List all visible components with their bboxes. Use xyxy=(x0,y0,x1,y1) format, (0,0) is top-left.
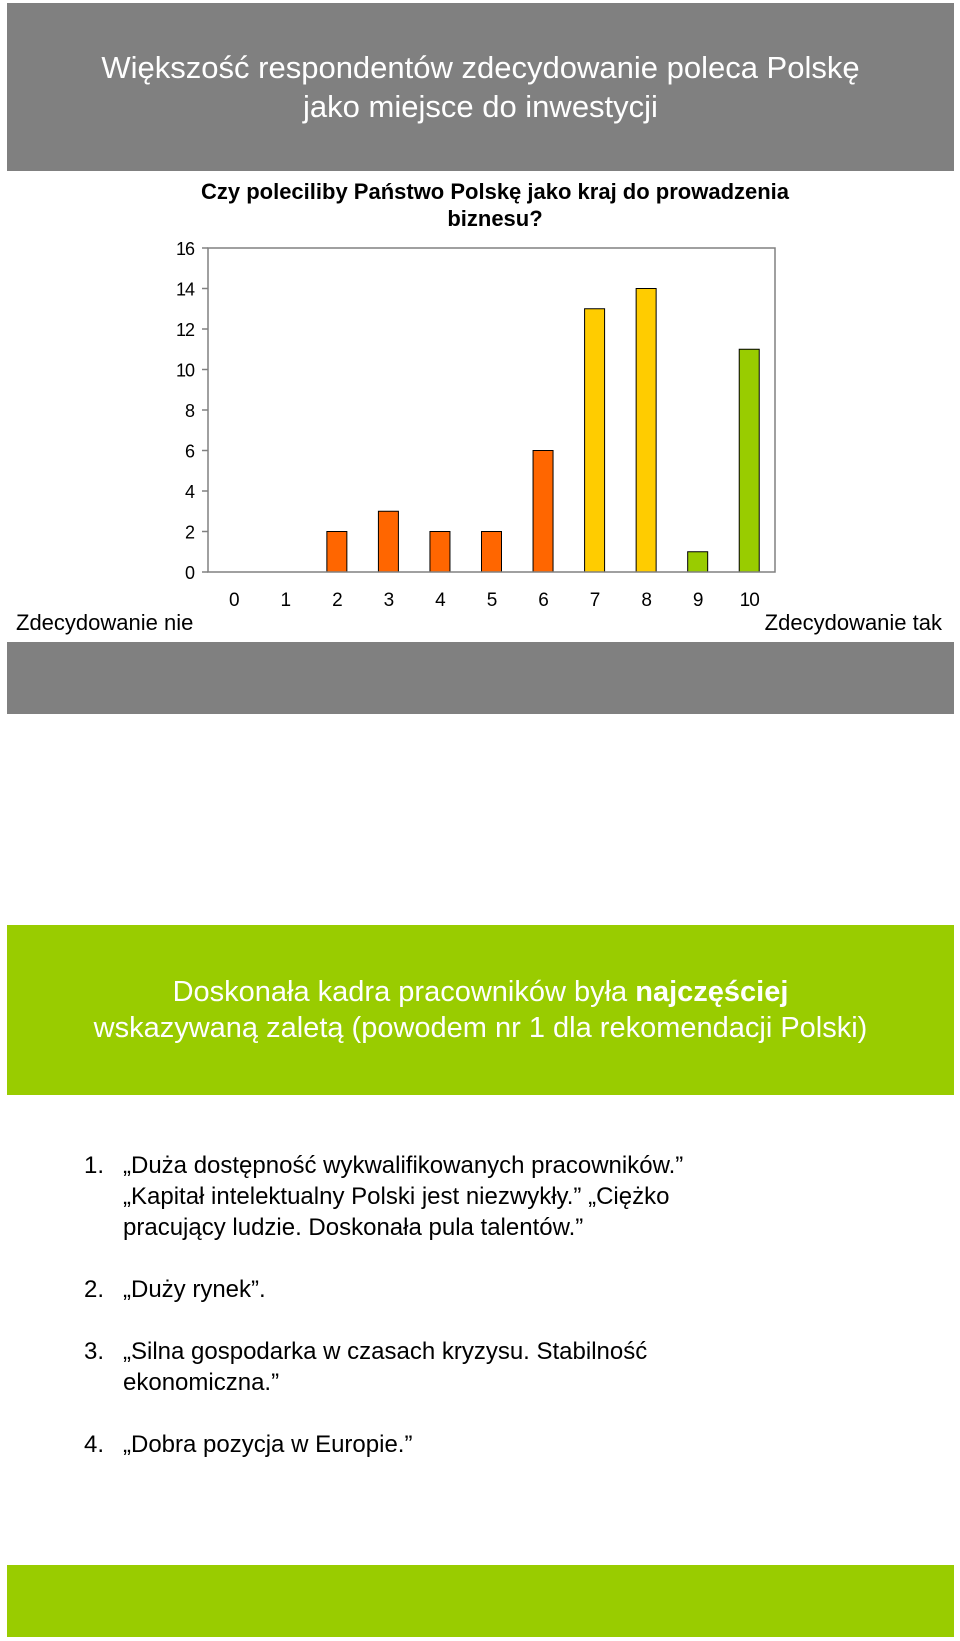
x-tick-label: 5 xyxy=(486,590,497,611)
bar-7 xyxy=(585,309,605,572)
bar-4 xyxy=(430,532,450,573)
x-tick-label: 1 xyxy=(280,590,291,611)
bar-9 xyxy=(688,552,708,572)
y-tick-label: 10 xyxy=(175,360,194,381)
bar-2 xyxy=(327,532,347,573)
x-tick-label: 3 xyxy=(383,590,394,611)
reasons-list xyxy=(84,1150,724,1491)
list-item-number: 4. xyxy=(84,1431,105,1458)
footer-band xyxy=(7,1565,954,1637)
bar-10 xyxy=(739,349,759,572)
x-tick-label: 9 xyxy=(692,590,703,611)
list-item xyxy=(84,1336,724,1398)
list-item xyxy=(84,1274,724,1305)
x-tick-label: 0 xyxy=(228,590,239,611)
highlight-emphasis: najczęściej xyxy=(635,976,789,1008)
bar-5 xyxy=(482,532,502,573)
highlight-line1 xyxy=(173,974,789,1010)
y-tick-label: 0 xyxy=(184,563,194,583)
y-tick-label: 2 xyxy=(184,522,194,543)
highlight-line1-text: Doskonała kadra pracowników była xyxy=(172,976,636,1008)
chart-title-line2: biznesu? xyxy=(447,206,543,231)
x-tick-label: 8 xyxy=(641,590,651,611)
header-title-line2: jako miejsce do inwestycji xyxy=(303,89,658,124)
list-item-text: „Duża dostępność wykwalifikowanych pracowników.” „Kapitał intelektualny Polski jest niezwykły.” „Ciężko pracujący ludzie. Doskonała pula talentów.” xyxy=(123,1152,684,1241)
list-item xyxy=(84,1429,724,1460)
list-item-number: 2. xyxy=(84,1276,105,1303)
bar-3 xyxy=(378,511,398,572)
x-tick-label: 10 xyxy=(739,590,759,611)
y-tick-label: 14 xyxy=(175,279,194,300)
y-tick-label: 12 xyxy=(175,320,194,340)
x-tick-label: 4 xyxy=(435,590,445,611)
y-tick-label: 8 xyxy=(184,401,194,421)
list-item-number: 3. xyxy=(84,1338,105,1365)
highlight-banner xyxy=(7,925,954,1095)
plot-frame xyxy=(208,248,775,572)
list-item xyxy=(84,1150,724,1243)
y-tick-label: 4 xyxy=(184,482,194,502)
highlight-line2: wskazywaną zaletą (powodem nr 1 dla rekomendacji Polski) xyxy=(93,1012,868,1044)
x-tick-label: 7 xyxy=(589,590,600,611)
list-item-number: 1. xyxy=(84,1152,105,1179)
x-tick-label: 6 xyxy=(538,590,548,611)
x-axis-label-left: Zdecydowanie nie xyxy=(16,610,194,635)
bar-6 xyxy=(533,451,553,573)
header-title-line1: Większość respondentów zdecydowanie poleca Polskę xyxy=(101,50,860,85)
x-axis-label-right: Zdecydowanie tak xyxy=(764,610,942,635)
y-tick-label: 6 xyxy=(184,441,194,462)
list-item-text: „Silna gospodarka w czasach kryzysu. Stabilność ekonomiczna.” xyxy=(123,1338,648,1396)
bar-chart xyxy=(0,0,960,642)
bar-8 xyxy=(636,289,656,573)
list-item-text: „Dobra pozycja w Europie.” xyxy=(123,1431,413,1458)
y-tick-label: 16 xyxy=(175,239,194,259)
gray-divider-band xyxy=(7,642,954,714)
chart-title-line1: Czy poleciliby Państwo Polskę jako kraj do prowadzenia xyxy=(200,179,790,204)
x-tick-label: 2 xyxy=(332,590,342,611)
list-item-text: „Duży rynek”. xyxy=(123,1276,266,1303)
